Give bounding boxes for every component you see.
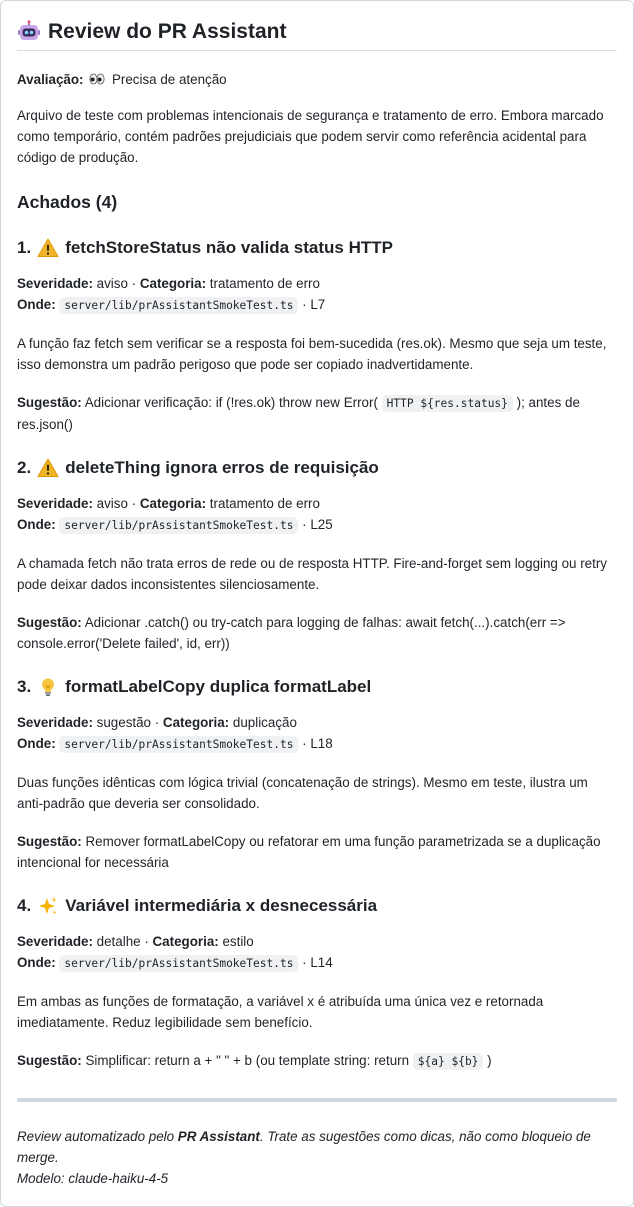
where-label: Onde:: [17, 736, 56, 751]
suggestion-code: HTTP ${res.status}: [382, 395, 513, 412]
finding-description: A chamada fetch não trata erros de rede ou de resposta HTTP. Fire-and-forget sem logging ou retry pode deixar dados inconsistentes silenciosamente.: [17, 556, 607, 592]
finding-4: [17, 893, 617, 1072]
severity-value: aviso: [96, 496, 128, 511]
finding-title: [17, 674, 617, 700]
review-title: [17, 17, 617, 51]
warning-icon: [37, 237, 59, 259]
finding-1: [17, 235, 617, 435]
review-title-text: Review do PR Assistant: [48, 20, 287, 43]
finding-title-text: deleteThing ignora erros de requisição: [65, 458, 379, 477]
category-value: duplicação: [232, 715, 297, 730]
category-label: Categoria:: [152, 934, 219, 949]
file-path: server/lib/prAssistantSmokeTest.ts: [59, 517, 298, 534]
review-comment: [1, 1, 633, 1189]
footer-divider: [17, 1098, 617, 1102]
where-label: Onde:: [17, 517, 56, 532]
finding-suggestion: [17, 392, 617, 435]
suggestion-label: Sugestão:: [17, 615, 82, 630]
line-ref: · L7: [302, 297, 326, 312]
finding-meta: Severidade: aviso · Categoria: tratamento de erro Onde: server/lib/prAssistantSmokeTest.ts · L25: [17, 496, 333, 532]
finding-title-text: Variável intermediária x desnecessária: [65, 896, 378, 915]
suggestion-label: Sugestão:: [17, 395, 82, 410]
finding-description: Em ambas as funções de formatação, a variável x é atribuída uma única vez e retornada imediatamente. Reduz legibilidade sem benefício.: [17, 994, 544, 1030]
category-value: estilo: [222, 934, 254, 949]
finding-number: 4.: [17, 896, 32, 915]
severity-label: Severidade:: [17, 496, 93, 511]
rating-value: Precisa de atenção: [111, 72, 227, 87]
lightbulb-icon: [37, 676, 59, 698]
findings-heading: Achados (4): [17, 192, 118, 212]
finding-meta: Severidade: detalhe · Categoria: estilo Onde: server/lib/prAssistantSmokeTest.ts · L14: [17, 934, 333, 970]
finding-meta: Severidade: sugestão · Categoria: duplicação Onde: server/lib/prAssistantSmokeTest.ts · L18: [17, 715, 333, 751]
review-footer: [17, 1126, 617, 1189]
severity-label: Severidade:: [17, 276, 93, 291]
file-path: server/lib/prAssistantSmokeTest.ts: [59, 736, 298, 753]
finding-number: 2.: [17, 458, 32, 477]
category-value: tratamento de erro: [209, 496, 320, 511]
suggestion-text-end: ): [487, 1053, 492, 1068]
finding-title: [17, 455, 617, 481]
finding-title-text: fetchStoreStatus não valida status HTTP: [65, 238, 393, 257]
severity-value: aviso: [96, 276, 128, 291]
line-ref: · L18: [302, 736, 333, 751]
review-summary: Arquivo de teste com problemas intencionais de segurança e tratamento de erro. Embora marcado como temporário, contém padrões prejudiciais que podem servir como referência acidental para código de produção.: [17, 108, 604, 165]
footer-brand: PR Assistant: [177, 1129, 260, 1144]
where-label: Onde:: [17, 955, 56, 970]
finding-2: [17, 455, 617, 654]
finding-number: 3.: [17, 677, 32, 696]
severity-label: Severidade:: [17, 715, 93, 730]
category-label: Categoria:: [139, 496, 207, 511]
suggestion-label: Sugestão:: [17, 1053, 82, 1068]
eyes-icon: [89, 73, 105, 85]
finding-title: [17, 893, 617, 919]
suggestion-label: Sugestão:: [17, 834, 82, 849]
suggestion-text: Adicionar verificação: if (!res.ok) throw new Error(: [84, 395, 378, 410]
warning-icon: [37, 457, 59, 479]
suggestion-text: Simplificar: return a + " " + b (ou template string: return: [85, 1053, 410, 1068]
finding-title-text: formatLabelCopy duplica formatLabel: [65, 677, 372, 696]
where-label: Onde:: [17, 297, 56, 312]
suggestion-text-end: ); antes de res.json(): [17, 395, 580, 432]
footer-text: Review automatizado pelo: [17, 1129, 178, 1144]
severity-label: Severidade:: [17, 934, 93, 949]
finding-meta: Severidade: aviso · Categoria: tratamento de erro Onde: server/lib/prAssistantSmokeTest.ts · L7: [17, 276, 326, 312]
suggestion-code: ${a} ${b}: [413, 1053, 484, 1070]
suggestion-text: Adicionar .catch() ou try-catch para logging de falhas: await fetch(...).catch(err => console.error('Delete failed', id, err)): [17, 615, 566, 651]
footer-model: Modelo: claude-haiku-4-5: [17, 1171, 169, 1186]
finding-suggestion: [17, 831, 617, 873]
file-path: server/lib/prAssistantSmokeTest.ts: [59, 297, 298, 314]
rating-line: [17, 69, 617, 90]
line-ref: · L14: [302, 955, 333, 970]
finding-description: Duas funções idênticas com lógica trivial (concatenação de strings). Mesmo em teste, ilustra um anti-padrão que deveria ser consolidado.: [17, 775, 588, 811]
category-value: tratamento de erro: [209, 276, 320, 291]
finding-title: [17, 235, 617, 261]
line-ref: · L25: [302, 517, 333, 532]
footer-text-end: . Trate as sugestões como dicas, não como bloqueio de merge.: [17, 1129, 591, 1165]
severity-value: detalhe: [96, 934, 141, 949]
suggestion-text: Remover formatLabelCopy ou refatorar em uma função parametrizada se a duplicação intencional for necessária: [17, 834, 601, 870]
file-path: server/lib/prAssistantSmokeTest.ts: [59, 955, 298, 972]
finding-3: [17, 674, 617, 873]
category-label: Categoria:: [162, 715, 230, 730]
finding-suggestion: [17, 1050, 617, 1072]
finding-description: A função faz fetch sem verificar se a resposta foi bem-sucedida (res.ok). Mesmo que seja um teste, isso demonstra um padrão perigoso que pode ser copiado inadvertidamente.: [17, 336, 607, 372]
rating-label: Avaliação:: [17, 72, 84, 87]
sparkles-icon: [37, 895, 59, 917]
category-label: Categoria:: [139, 276, 207, 291]
robot-icon: [17, 20, 41, 44]
finding-number: 1.: [17, 238, 32, 257]
finding-suggestion: [17, 612, 617, 654]
severity-value: sugestão: [96, 715, 152, 730]
